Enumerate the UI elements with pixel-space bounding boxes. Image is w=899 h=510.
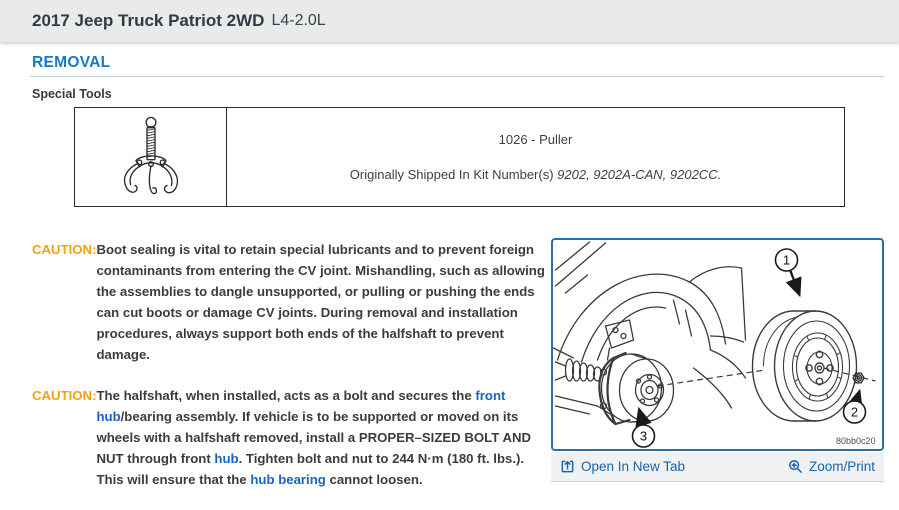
open-in-new-tab-link[interactable]: [560, 459, 685, 474]
figure-panel: [551, 238, 884, 482]
tool-description-cell: [227, 108, 844, 206]
puller-tool-icon: [119, 115, 183, 199]
zoom-in-icon: [788, 459, 803, 474]
caution-text: [96, 385, 550, 490]
text-segment: The halfshaft, when installed, acts as a bolt and secures the: [96, 388, 476, 403]
caution-label: CAUTION:: [32, 242, 97, 257]
tool-kit-line: [350, 167, 721, 182]
special-tools-table: [74, 107, 845, 207]
kit-prefix: Originally Shipped In Kit Number(s): [349, 167, 558, 182]
kit-numbers: 9202, 9202A-CAN, 9202CC.: [557, 167, 722, 182]
text-segment: . Tighten bolt and nut to 244 N·m (180 ft. lbs.). This will ensure that the: [96, 451, 525, 487]
page-title: REMOVAL: [32, 54, 111, 71]
caution-text: [96, 239, 550, 365]
caution-boot-sealing: [32, 239, 550, 365]
callout-3-number: 3: [639, 428, 648, 444]
caution-halfshaft-bolt: [32, 385, 550, 490]
caution-list: [32, 239, 550, 510]
zoom-print-label: Zoom/Print: [808, 459, 875, 474]
tool-image-cell: [75, 108, 227, 206]
text-segment: /bearing assembly. If vehicle is to be supported or moved on its wheels with a halfshaft removed, install a PROPER–SIZED BOLT AND NUT through front: [96, 409, 532, 466]
inline-link[interactable]: hub bearing: [250, 472, 326, 487]
text-segment: Boot sealing is vital to retain special lubricants and to prevent foreign contaminants from entering the CV joint. Mishandling, such as allowing the assemblies to dangle unsupported, or pulling or pushing the ends can cut boots or damage CV joints. During removal and installation procedures, always support both ends of the halfshaft to prevent damage.: [96, 242, 545, 362]
special-tools-heading: Special Tools: [32, 87, 112, 101]
zoom-print-link[interactable]: [788, 459, 875, 474]
figure-image-code: 80bb0c20: [835, 436, 876, 446]
inline-link[interactable]: front hub: [96, 388, 506, 424]
text-segment: cannot loosen.: [325, 472, 423, 487]
open-in-new-tab-label: Open In New Tab: [581, 459, 686, 474]
wheel-hub-illustration: [553, 240, 882, 449]
callout-1-number: 1: [782, 252, 791, 268]
figure-toolbar: [551, 452, 884, 482]
vehicle-header: [0, 0, 899, 42]
caution-label: CAUTION:: [32, 388, 97, 403]
open-in-new-tab-icon: [560, 459, 575, 474]
tool-name: 1026 - Puller: [498, 132, 573, 147]
figure-image-frame: [551, 238, 884, 451]
vehicle-title: 2017 Jeep Truck Patriot 2WD: [32, 11, 265, 30]
callout-2-number: 2: [850, 404, 859, 420]
vehicle-engine: L4-2.0L: [271, 12, 326, 29]
inline-link[interactable]: hub: [214, 451, 239, 466]
section-divider: [30, 76, 884, 77]
